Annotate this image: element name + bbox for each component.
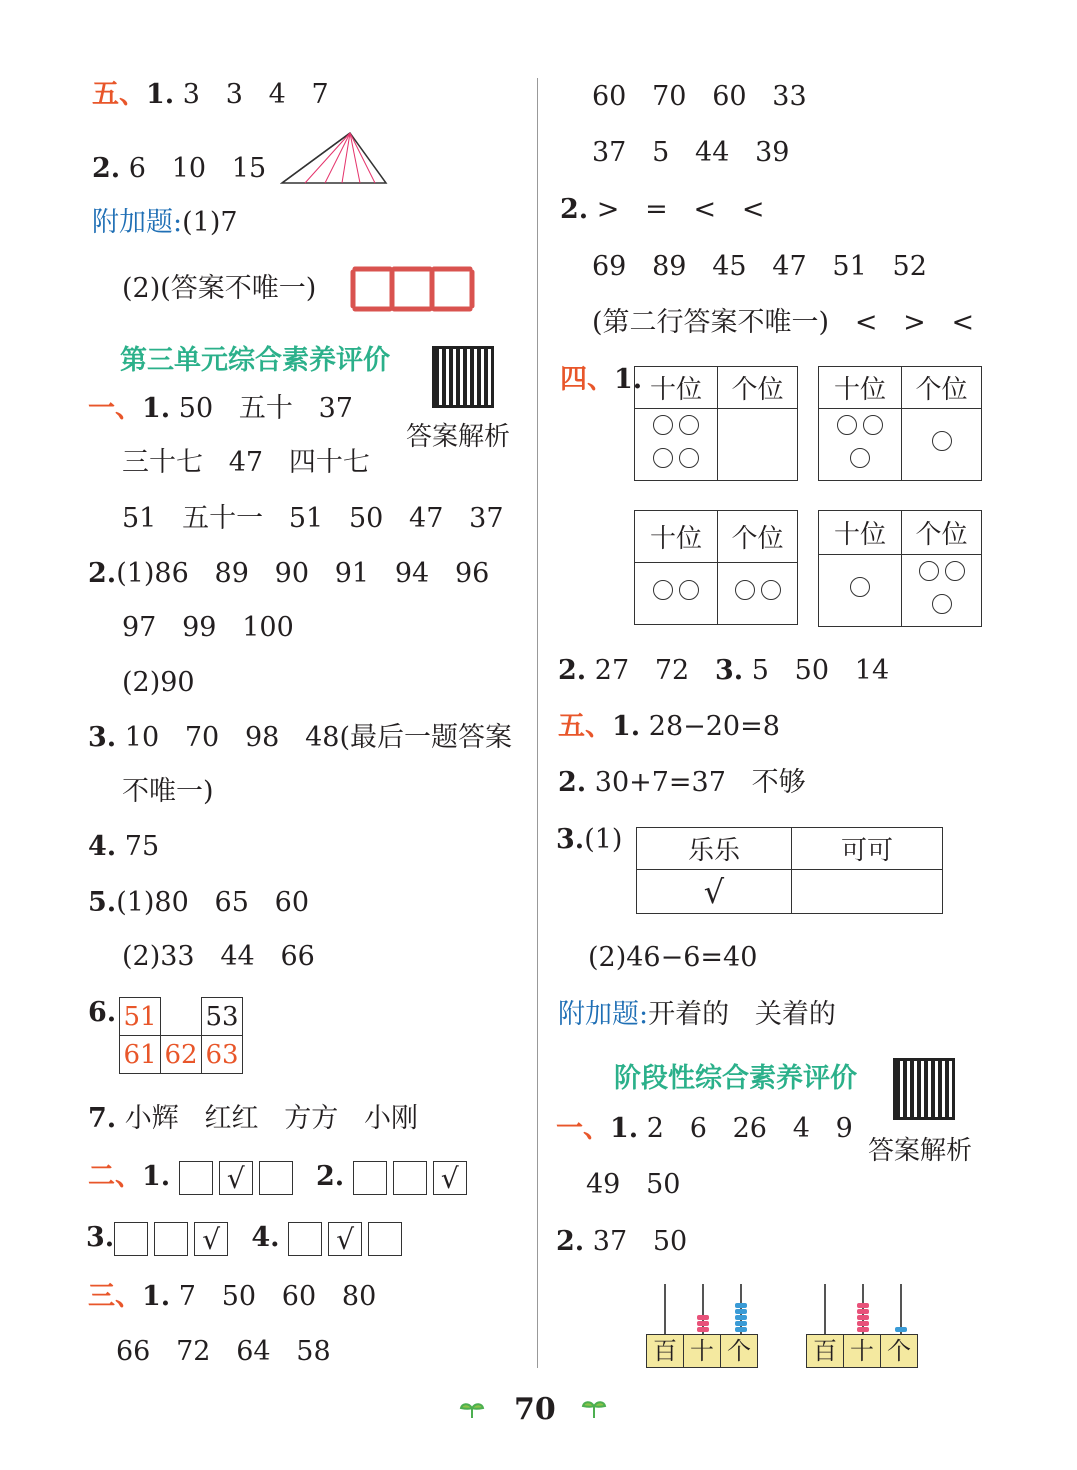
pv-cell <box>718 563 798 625</box>
answer-line: 66 72 64 58 <box>116 1336 331 1367</box>
answer-line: (2)(答案不唯一) <box>122 273 317 304</box>
place-value-table <box>634 510 798 625</box>
answer-line: 2. 30+7=37 不够 <box>558 767 806 798</box>
table-header: 可可 <box>792 828 943 870</box>
qr-code-icon[interactable] <box>432 346 494 408</box>
answer-line: 4. 75 <box>88 831 160 862</box>
answer-line: 2. 6 10 15 <box>92 153 267 184</box>
checkbox <box>288 1222 322 1256</box>
answer-line: 二、1. √ 2. √ <box>88 1160 473 1195</box>
answer-line: 7. 小辉 红红 方方 小刚 <box>88 1103 419 1134</box>
table-header: 乐乐 <box>637 828 792 870</box>
answer-line: 一、1. 50 五十 37 <box>88 393 353 424</box>
pv-header: 个位 <box>902 367 982 409</box>
column-divider <box>537 78 538 1368</box>
qr-label: 答案解析 <box>868 1136 973 1166</box>
sprout-icon <box>580 1398 608 1420</box>
abacus <box>806 1282 920 1368</box>
answer-line: 69 89 45 47 51 52 <box>592 251 927 282</box>
answer-line: 6. <box>88 997 117 1028</box>
answer-line: (第二行答案不唯一) < > < <box>592 307 975 338</box>
pv-header: 十位 <box>819 511 902 555</box>
grid-cell: 63 <box>202 1036 243 1074</box>
grid-cell: 53 <box>202 998 243 1036</box>
abacus-label: 十 <box>684 1335 721 1367</box>
checkbox <box>393 1161 427 1195</box>
answer-line: 3. √ 4. √ <box>86 1221 408 1256</box>
checkbox: √ <box>328 1222 362 1256</box>
answer-line: 2.(1)86 89 90 91 94 96 <box>88 558 490 589</box>
grid-cell <box>161 998 202 1036</box>
answer-line: 51 五十一 51 50 47 37 <box>122 503 504 534</box>
abacus <box>646 1282 760 1368</box>
answer-line: 3. 10 70 98 48(最后一题答案 <box>88 722 512 753</box>
checkbox: √ <box>433 1161 467 1195</box>
answer-line: 五、1. 28−20=8 <box>558 711 780 742</box>
answer-line: 60 70 60 33 <box>592 81 807 112</box>
checkbox <box>114 1222 148 1256</box>
abacus-label: 个 <box>727 1337 751 1365</box>
section-title: 阶段性综合素养评价 <box>614 1063 857 1094</box>
qr-label: 答案解析 <box>406 422 511 452</box>
place-value-table <box>818 366 982 481</box>
sprout-icon <box>458 1400 486 1420</box>
pv-header: 个位 <box>718 367 798 409</box>
place-value-table <box>818 510 982 627</box>
number-grid <box>119 997 243 1074</box>
pv-cell <box>902 409 982 481</box>
answer-line: 3.(1) <box>556 824 623 855</box>
abacus-label: 十 <box>844 1335 881 1367</box>
answer-line: 三、1. 7 50 60 80 <box>88 1281 377 1312</box>
answer-line: 四、1. <box>560 364 643 395</box>
grid-cell: 51 <box>120 998 161 1036</box>
answer-line: 97 99 100 <box>122 612 294 643</box>
abacus-label: 个 <box>887 1337 911 1365</box>
answer-line: 不唯一) <box>122 776 214 807</box>
pv-cell <box>819 409 902 481</box>
checkbox <box>154 1222 188 1256</box>
checkbox <box>259 1161 293 1195</box>
pv-cell <box>902 555 982 627</box>
pv-cell <box>635 563 718 625</box>
pv-header: 十位 <box>635 511 718 563</box>
pv-cell <box>819 555 902 627</box>
grid-cell: 62 <box>161 1036 202 1074</box>
answer-line: 五、1. 3 3 4 7 <box>92 79 329 110</box>
answer-line: 三十七 47 四十七 <box>122 447 370 478</box>
section-title: 第三单元综合素养评价 <box>120 345 390 376</box>
grid-cell: 61 <box>120 1036 161 1074</box>
answer-line: (2)33 44 66 <box>122 941 315 972</box>
answer-line: 2. > = < < <box>560 194 765 225</box>
abacus-label: 百 <box>647 1335 684 1367</box>
checkbox <box>353 1161 387 1195</box>
answer-line: (2)46−6=40 <box>588 942 758 973</box>
table-cell <box>792 870 943 914</box>
checkbox: √ <box>194 1222 228 1256</box>
page-number: 70 <box>514 1392 556 1427</box>
answer-line: 附加题:开着的 关着的 <box>558 999 836 1030</box>
pv-cell <box>718 409 798 481</box>
table-cell: √ <box>637 870 792 914</box>
place-value-table <box>634 366 798 481</box>
answer-line: 附加题:(1)7 <box>92 207 238 238</box>
checkbox <box>179 1161 213 1195</box>
checkbox <box>368 1222 402 1256</box>
answer-line: 37 5 44 39 <box>592 137 790 168</box>
pv-header: 十位 <box>819 367 902 409</box>
answer-line: 一、1. 2 6 26 4 9 <box>556 1113 853 1144</box>
triangle-figure <box>280 130 390 186</box>
checkbox: √ <box>219 1161 253 1195</box>
qr-code-icon[interactable] <box>893 1058 955 1120</box>
answer-line: 2. 37 50 <box>556 1226 688 1257</box>
pv-header: 个位 <box>902 511 982 555</box>
answer-line: 5.(1)80 65 60 <box>88 887 309 918</box>
abacus-label: 百 <box>807 1335 844 1367</box>
comparison-table <box>636 827 943 914</box>
answer-line: 2. 27 72 3. 5 50 14 <box>558 655 890 686</box>
answer-line: (2)90 <box>122 667 195 698</box>
pv-header: 个位 <box>718 511 798 563</box>
matchstick-squares-figure <box>350 265 476 313</box>
answer-line: 49 50 <box>586 1169 681 1200</box>
pv-cell <box>635 409 718 481</box>
pv-header: 十位 <box>635 367 718 409</box>
